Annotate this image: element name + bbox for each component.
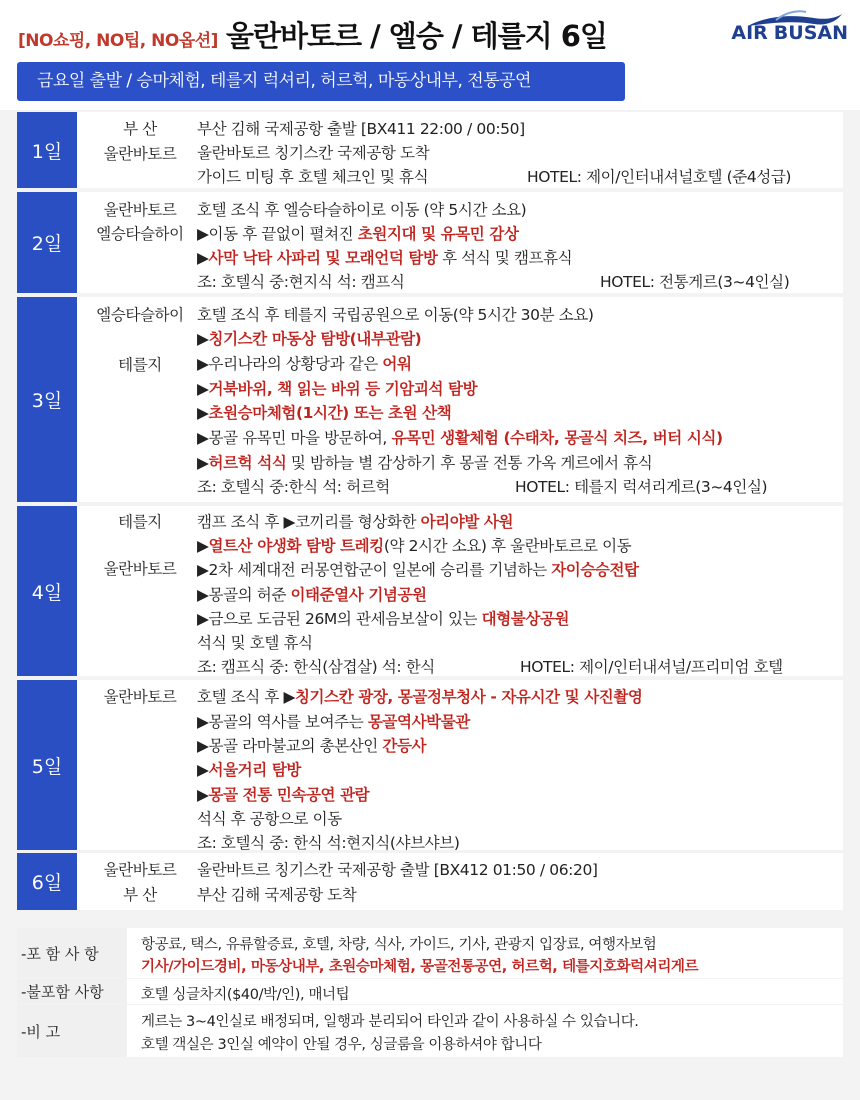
plain-text: ▶우리나라의 상황당과 같은: [197, 355, 383, 373]
plain-text: 부산 김해 국제공항 출발 [BX411 22:00 / 00:50]: [197, 120, 525, 138]
plain-text: ▶: [197, 454, 209, 472]
highlight-text: 자이승승전탑: [551, 561, 639, 579]
plain-text: 석식 및 호텔 휴식: [197, 634, 313, 652]
day-label: 2일: [17, 192, 77, 293]
included-line-1: 항공료, 택스, 유류할증료, 호텔, 차량, 식사, 가이드, 기사, 관광지 입장료, 여행자보험: [141, 937, 657, 953]
plain-text: ▶: [197, 786, 209, 804]
included-key: -포 함 사 항: [17, 928, 127, 978]
plain-text: 석식 후 공항으로 이동: [197, 810, 342, 828]
plain-text: 부산 김해 국제공항 도착: [197, 886, 357, 904]
plain-text: 호텔 조식 후 테를지 국립공원으로 이동(약 5시간 30분 소요): [197, 306, 594, 324]
day-location: 울란바토르: [103, 201, 177, 219]
itinerary-line: [197, 783, 369, 805]
day-block: [17, 853, 843, 910]
plain-text: ▶이동 후 끝없이 펼쳐진: [197, 225, 358, 243]
plain-text: 울란바트르 칭기스칸 국제공항 출발 [BX412 01:50 / 06:20]: [197, 861, 598, 879]
itinerary-line: [197, 510, 513, 532]
title-row: [18, 14, 607, 55]
highlight-text: 이태준열사 기념공원: [290, 586, 427, 604]
day-label: 1일: [17, 112, 77, 188]
meals-line: 조: 호텔식 중:한식 석: 허르헉: [197, 478, 390, 496]
highlight-text: 대형불상공원: [481, 610, 570, 628]
plain-text: ▶2차 세계대전 러몽연합군이 일본에 승리를 기념하는: [197, 561, 552, 579]
itinerary-line: [197, 451, 652, 473]
itinerary-line: [197, 303, 594, 325]
itinerary-line: [197, 607, 569, 629]
logo-air: AIR: [731, 22, 768, 44]
meals-line: 조: 캠프식 중: 한식(삼겹살) 석: 한식: [197, 658, 435, 676]
plain-text: 가이드 미팅 후 호텔 체크인 및 휴식: [197, 168, 429, 186]
plain-text: 호텔 조식 후 ▶: [197, 688, 295, 706]
day-label: 3일: [17, 297, 77, 502]
excluded-key: -불포함 사항: [17, 979, 127, 1004]
itinerary-line: [197, 858, 598, 880]
plain-text: 캠프 조식 후 ▶코끼리를 형상화한: [197, 513, 421, 531]
plain-text: 호텔 조식 후 엘승타슬하이로 이동 (약 5시간 소요): [197, 201, 527, 219]
highlight-text: 몽골역사박물관: [367, 713, 470, 731]
page-title: 울란바토르 / 엘승 / 테를지 6일: [225, 19, 607, 53]
day-label: 5일: [17, 680, 77, 850]
itinerary-line: [197, 426, 723, 448]
plain-text: ▶몽골의 역사를 보여주는: [197, 713, 368, 731]
day-block: [17, 506, 843, 676]
itinerary-line: [197, 831, 459, 853]
plain-text: ▶: [197, 330, 209, 348]
hotel-line: HOTEL: 테를지 럭셔리게르(3~4인실): [515, 478, 768, 496]
itinerary-line: [197, 165, 428, 187]
plain-text: (약 2시간 소요) 후 울란바토르로 이동: [383, 537, 632, 555]
day-label: 4일: [17, 506, 77, 676]
excluded-value: 호텔 싱글차지($40/박/인), 매너팁: [141, 987, 350, 1003]
hotel-line: HOTEL: 전통게르(3~4인실): [600, 273, 790, 291]
plain-text: ▶몽골 유목민 마을 방문하여,: [197, 429, 392, 447]
day-block: [17, 680, 843, 850]
day-location: 테를지: [118, 356, 162, 374]
excluded-row: [17, 979, 843, 1004]
hotel-line: HOTEL: 제이/인터내셔널/프리미엄 호텔: [520, 658, 783, 676]
itinerary-line: [197, 583, 427, 605]
itinerary-line: [197, 198, 526, 220]
header: [0, 0, 860, 110]
highlight-text: 거북바위, 책 읽는 바위 등 기암괴석 탐방: [208, 380, 478, 398]
included-line-2: 기사/가이드경비, 마동상내부, 초원승마체험, 몽골전통공연, 허르헉, 테를지호화럭셔리게르: [141, 959, 699, 975]
itinerary-line: [197, 807, 342, 829]
highlight-text: 칭기스칸 광장, 몽골정부청사 - 자유시간 및 사진촬영: [294, 688, 643, 706]
day-block: [17, 192, 843, 293]
itinerary-line: [197, 377, 477, 399]
itinerary-line: [197, 710, 470, 732]
hotel-line: HOTEL: 제이/인터내셔널호텔 (준4성급): [527, 168, 792, 186]
highlight-text: 허르헉 석식: [208, 454, 287, 472]
itinerary-line: [197, 685, 643, 707]
note-line-1: 게르는 3~4인실로 배정되며, 일행과 분리되어 타인과 같이 사용하실 수 있습니다.: [141, 1014, 639, 1030]
plain-text: ▶: [197, 380, 209, 398]
day-location: 울란바토르: [103, 861, 177, 879]
day-location: 테를지: [118, 513, 162, 531]
meals-line: 조: 호텔식 중:현지식 석: 캠프식: [197, 273, 405, 291]
logo-text: [731, 22, 848, 44]
plain-text: ▶: [197, 537, 209, 555]
logo-busan: BUSAN: [773, 22, 848, 44]
highlight-text: 초원지대 및 유목민 감상: [357, 225, 519, 243]
itinerary-line: [197, 558, 639, 580]
plain-text: ▶몽골 라마불교의 총본산인: [197, 737, 383, 755]
itinerary-line: [197, 883, 356, 905]
highlight-text: 서울거리 탐방: [208, 761, 301, 779]
highlight-text: 열트산 야생화 탐방 트레킹: [208, 537, 384, 555]
day-location: 울란바토르: [103, 145, 177, 163]
itinerary-line: [197, 141, 429, 163]
itinerary-line: [197, 631, 313, 653]
subtitle-banner: 금요일 출발 / 승마체험, 테를지 럭셔리, 허르헉, 마동상내부, 전통공연: [17, 62, 625, 101]
note-row: [17, 1005, 843, 1057]
note-key: -비 고: [17, 1005, 127, 1057]
itinerary-line: [197, 117, 525, 139]
highlight-text: 아리야발 사원: [420, 513, 514, 531]
itinerary-line: [197, 352, 412, 374]
highlight-text: 칭기스칸 마동상 탐방(내부관람): [208, 330, 422, 348]
plain-text: ▶금으로 도금된 26M의 관세음보살이 있는: [197, 610, 482, 628]
itinerary-line: [197, 246, 572, 268]
highlight-text: 사막 낙타 사파리 및 모래언덕 탐방: [208, 249, 438, 267]
day-block: [17, 297, 843, 502]
plain-text: 후 석식 및 캠프휴식: [437, 249, 573, 267]
day-location: 울란바토르: [103, 688, 177, 706]
itinerary-line: [197, 222, 519, 244]
no-shopping-tag: [NO쇼핑, NO팁, NO옵션]: [18, 31, 218, 51]
day-location: 부 산: [123, 120, 157, 138]
plain-text: ▶: [197, 761, 209, 779]
highlight-text: 초원승마체험(1시간) 또는 초원 산책: [208, 404, 452, 422]
plain-text: 및 밤하늘 별 감상하기 후 몽골 전통 가옥 게르에서 휴식: [286, 454, 653, 472]
plain-text: ▶: [197, 404, 209, 422]
highlight-text: 유목민 생활체험 (수태차, 몽골식 치즈, 버터 시식): [391, 429, 723, 447]
highlight-text: 몽골 전통 민속공연 관람: [208, 786, 370, 804]
plain-text: ▶: [197, 249, 209, 267]
note-line-2: 호텔 객실은 3인실 예약이 안될 경우, 싱글룸을 이용하셔야 합니다: [141, 1037, 542, 1053]
day-location: 부 산: [123, 886, 157, 904]
included-row: [17, 928, 843, 978]
day-location: 엘승타슬하이: [96, 306, 184, 324]
highlight-text: 어워: [382, 355, 412, 373]
day-block: [17, 112, 843, 188]
plain-text: 울란바토르 칭기스칸 국제공항 도착: [197, 144, 430, 162]
highlight-text: 간등사: [382, 737, 427, 755]
day-location: 울란바토르: [103, 560, 177, 578]
itinerary-line: [197, 401, 451, 423]
plain-text: ▶몽골의 허준: [197, 586, 291, 604]
day-location: 엘승타슬하이: [96, 225, 184, 243]
itinerary-line: [197, 534, 631, 556]
itinerary-line: [197, 327, 421, 349]
day-label: 6일: [17, 853, 77, 910]
plain-text: 조: 호텔식 중: 한식 석:현지식(샤브샤브): [197, 834, 460, 852]
itinerary-line: [197, 734, 426, 756]
itinerary-line: [197, 758, 301, 780]
